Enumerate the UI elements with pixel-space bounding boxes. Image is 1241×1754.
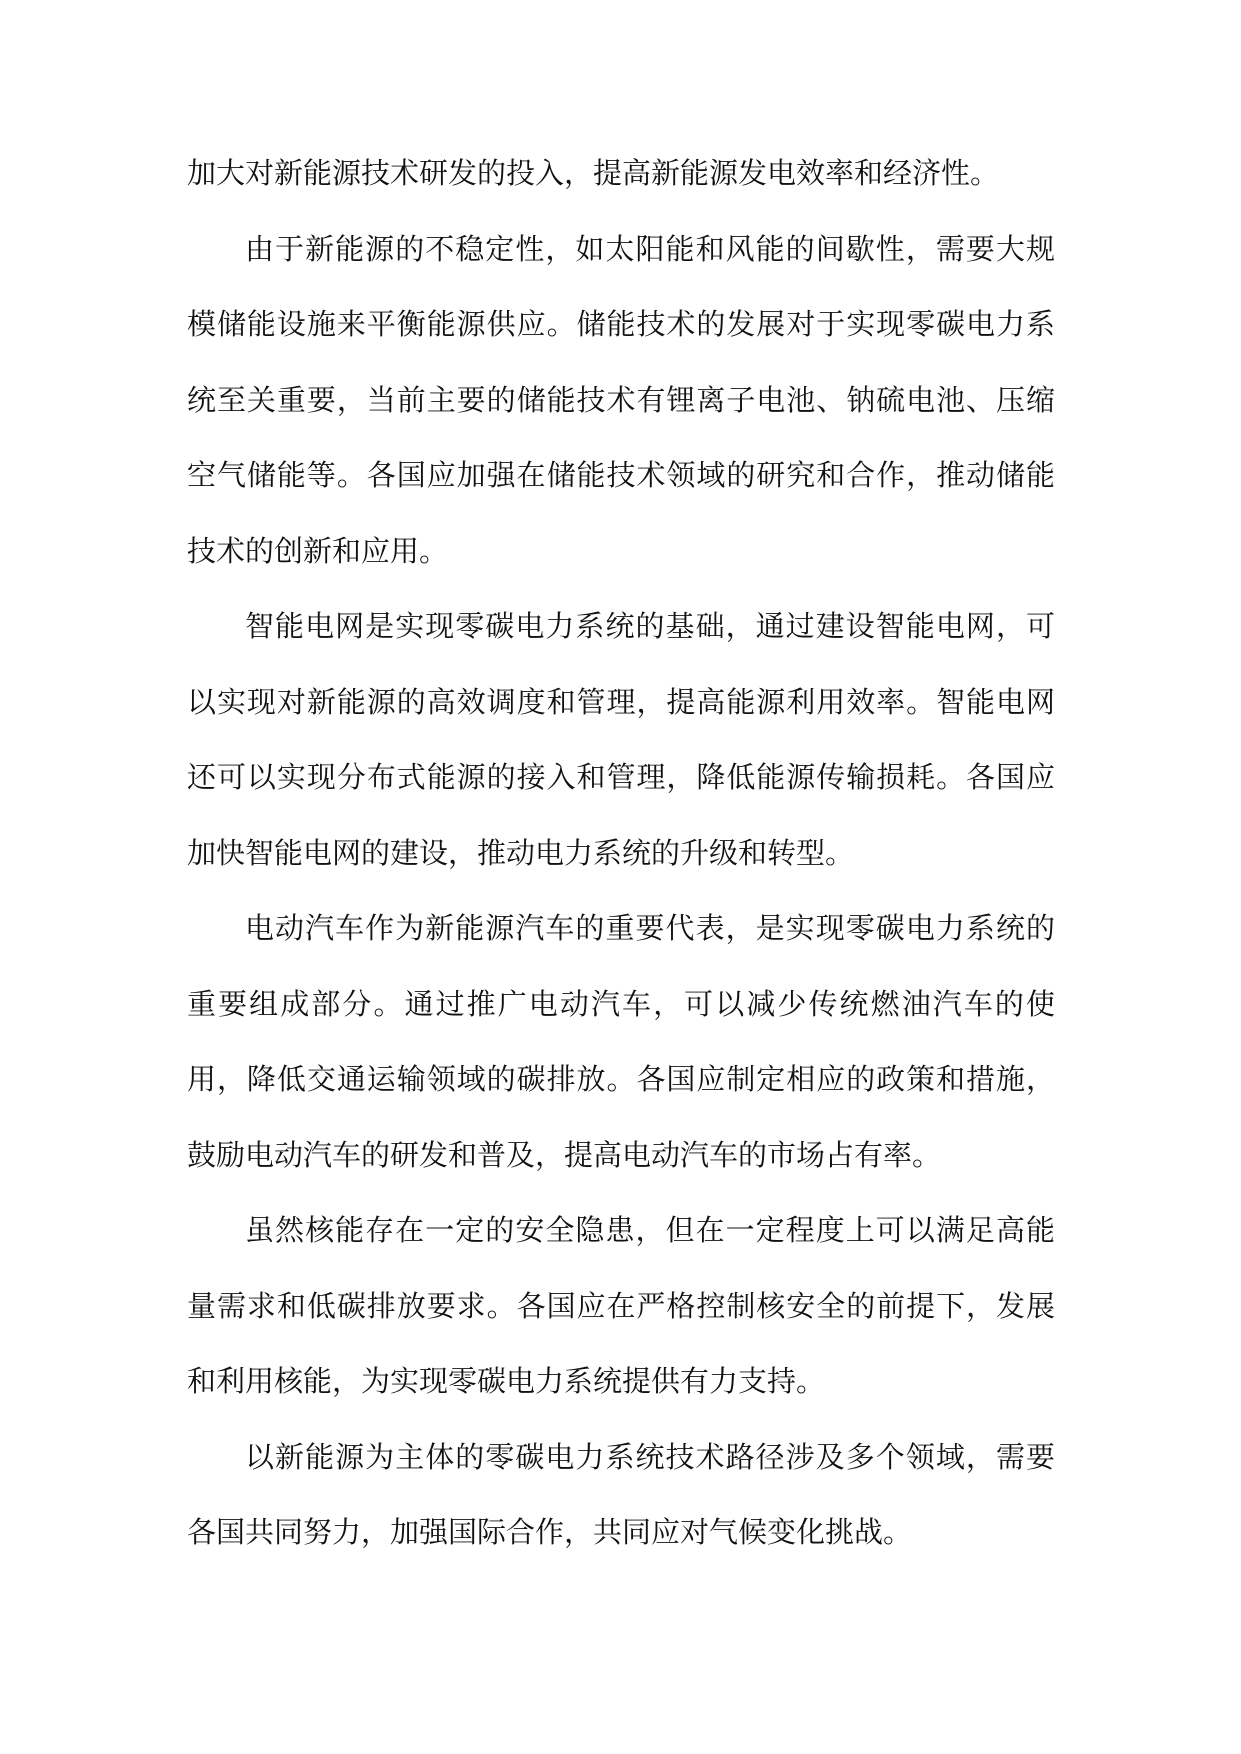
paragraph-energy-storage: 由于新能源的不稳定性，如太阳能和风能的间歇性，需要大规模储能设施来平衡能源供应。储能技术的发展对于实现零碳电力系统至关重要，当前主要的储能技术有锂离子电池、钠硫电池、压缩空气储能等。各国应加强在储能技术领域的研究和合作，推动储能技术的创新和应用。: [187, 231, 1055, 568]
paragraph-smart-grid: 智能电网是实现零碳电力系统的基础，通过建设智能电网，可以实现对新能源的高效调度和管理，提高能源利用效率。智能电网还可以实现分布式能源的接入和管理，降低能源传输损耗。各国应加快智能电网的建设，推动电力系统的升级和转型。: [187, 609, 1055, 870]
paragraph-electric-vehicles: 电动汽车作为新能源汽车的重要代表，是实现零碳电力系统的重要组成部分。通过推广电动汽车，可以减少传统燃油汽车的使用，降低交通运输领域的碳排放。各国应制定相应的政策和措施，鼓励电动汽车的研发和普及，提高电动汽车的市场占有率。: [187, 911, 1055, 1172]
paragraph-conclusion: 以新能源为主体的零碳电力系统技术路径涉及多个领域，需要各国共同努力，加强国际合作，共同应对气候变化挑战。: [187, 1439, 1055, 1549]
document-body: [187, 136, 1055, 1571]
paragraph-continued: 加大对新能源技术研发的投入，提高新能源发电效率和经济性。: [187, 156, 1000, 190]
paragraph-nuclear-energy: 虽然核能存在一定的安全隐患，但在一定程度上可以满足高能量需求和低碳排放要求。各国应在严格控制核安全的前提下，发展和利用核能，为实现零碳电力系统提供有力支持。: [187, 1213, 1055, 1398]
